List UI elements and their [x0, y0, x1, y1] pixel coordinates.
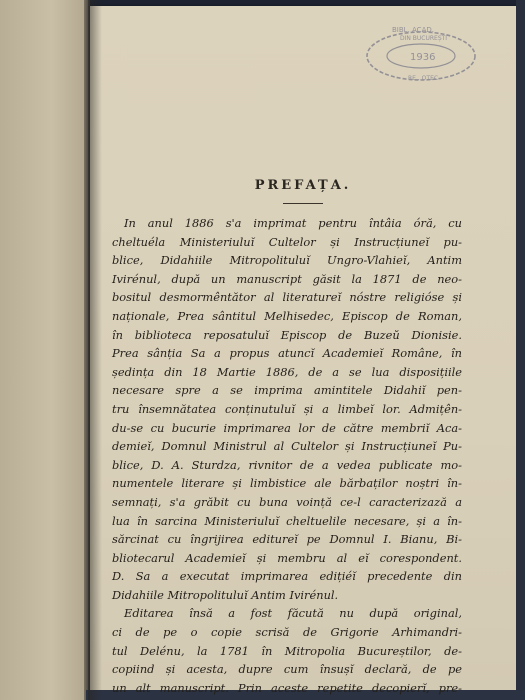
text-line: ședința din 18 Martie 1886, de a se lua disposițiile — [112, 364, 462, 379]
text-line: blice, D. A. Sturdza, rivnitor de a vedea publicate mo- — [112, 457, 462, 472]
text-line: sărcinat cu îngrijirea editureĭ pe Domnul I. Bianu, Bi- — [112, 532, 462, 547]
text-line: Ivirénul, după un manuscript găsit la 1871 de neo- — [112, 271, 462, 286]
text-line: du-se cu bucurie imprimarea lor de către membriĭ Aca- — [112, 420, 462, 435]
text-line: numentele literare și limbistice ale bărbaților noștri în- — [112, 476, 462, 491]
text-line: Editarea însă a fost făcută nu după original, — [124, 606, 462, 621]
text-line: blice, Didahiile Mitropolituluĭ Ungro-Vlahieĭ, Antim — [112, 253, 462, 268]
spine-shadow — [88, 0, 102, 700]
text-line: în biblioteca reposatuluĭ Episcop de Buzeŭ Dionisie. — [112, 327, 462, 342]
stamp-text-2: DIN BUCUREȘTI — [400, 35, 448, 42]
text-line: Prea sânția Sa a propus atuncĭ Academieĭ Române, în — [112, 346, 462, 361]
right-background — [516, 0, 525, 700]
page-title: PREFAȚA. — [254, 178, 352, 193]
library-stamp — [362, 20, 480, 84]
text-line: demieĭ, Domnul Ministrul al Cultelor și Instrucțiuneĭ Pu- — [112, 439, 462, 454]
text-line: Didahiile Mitropolituluĭ Antim Ivirénul. — [112, 587, 339, 602]
text-line: un alt manuscript. Prin aceste repetite decopierĭ, pre- — [112, 680, 462, 695]
text-line: ci de pe o copie scrisă de Grigorie Arhimandri- — [112, 625, 462, 640]
left-page — [0, 0, 86, 700]
text-line: copiind și acesta, dupre cum însușĭ declară, de pe — [112, 662, 462, 677]
text-line: In anul 1886 s'a imprimat pentru întâia óră, cu — [124, 216, 462, 230]
library-stamp-seal — [362, 20, 480, 84]
text-line: tul Delénu, la 1781 în Mitropolia Bucureștilor, de- — [112, 643, 462, 658]
text-line: bliotecarul Academieĭ și membru al eĭ corespondent. — [112, 550, 462, 565]
text-line: D. Sa a executat imprimarea edițiéĭ precedente din — [112, 569, 462, 584]
stamp-text-1: BIBL. ACAD. — [392, 26, 434, 34]
text-line: semnați, s'a grăbit cu buna voință ce-l caracterizază a — [112, 494, 462, 509]
text-line: necesare spre a se imprima amintitele Didahiĭ pen- — [112, 383, 462, 398]
text-line: cheltuéla Ministeriuluĭ Cultelor și Instrucțiuneĭ pu- — [112, 234, 462, 249]
text-line: naționale, Prea sântitul Melhisedec, Episcop de Roman, — [112, 308, 462, 323]
stamp-text-4: RE...OTEC — [408, 75, 439, 82]
text-line: bositul desmormêntător al literatureĭ nóstre religióse și — [112, 290, 462, 305]
text-line: lua în sarcina Ministeriuluĭ cheltuelile necesare, și a în- — [112, 513, 462, 528]
stamp-text-3: 1936 — [410, 52, 436, 63]
text-line: tru însemnătatea conținutuluĭ și a limbeĭ lor. Admițên- — [112, 401, 462, 416]
title-underline — [283, 203, 323, 204]
body-text — [112, 214, 462, 697]
